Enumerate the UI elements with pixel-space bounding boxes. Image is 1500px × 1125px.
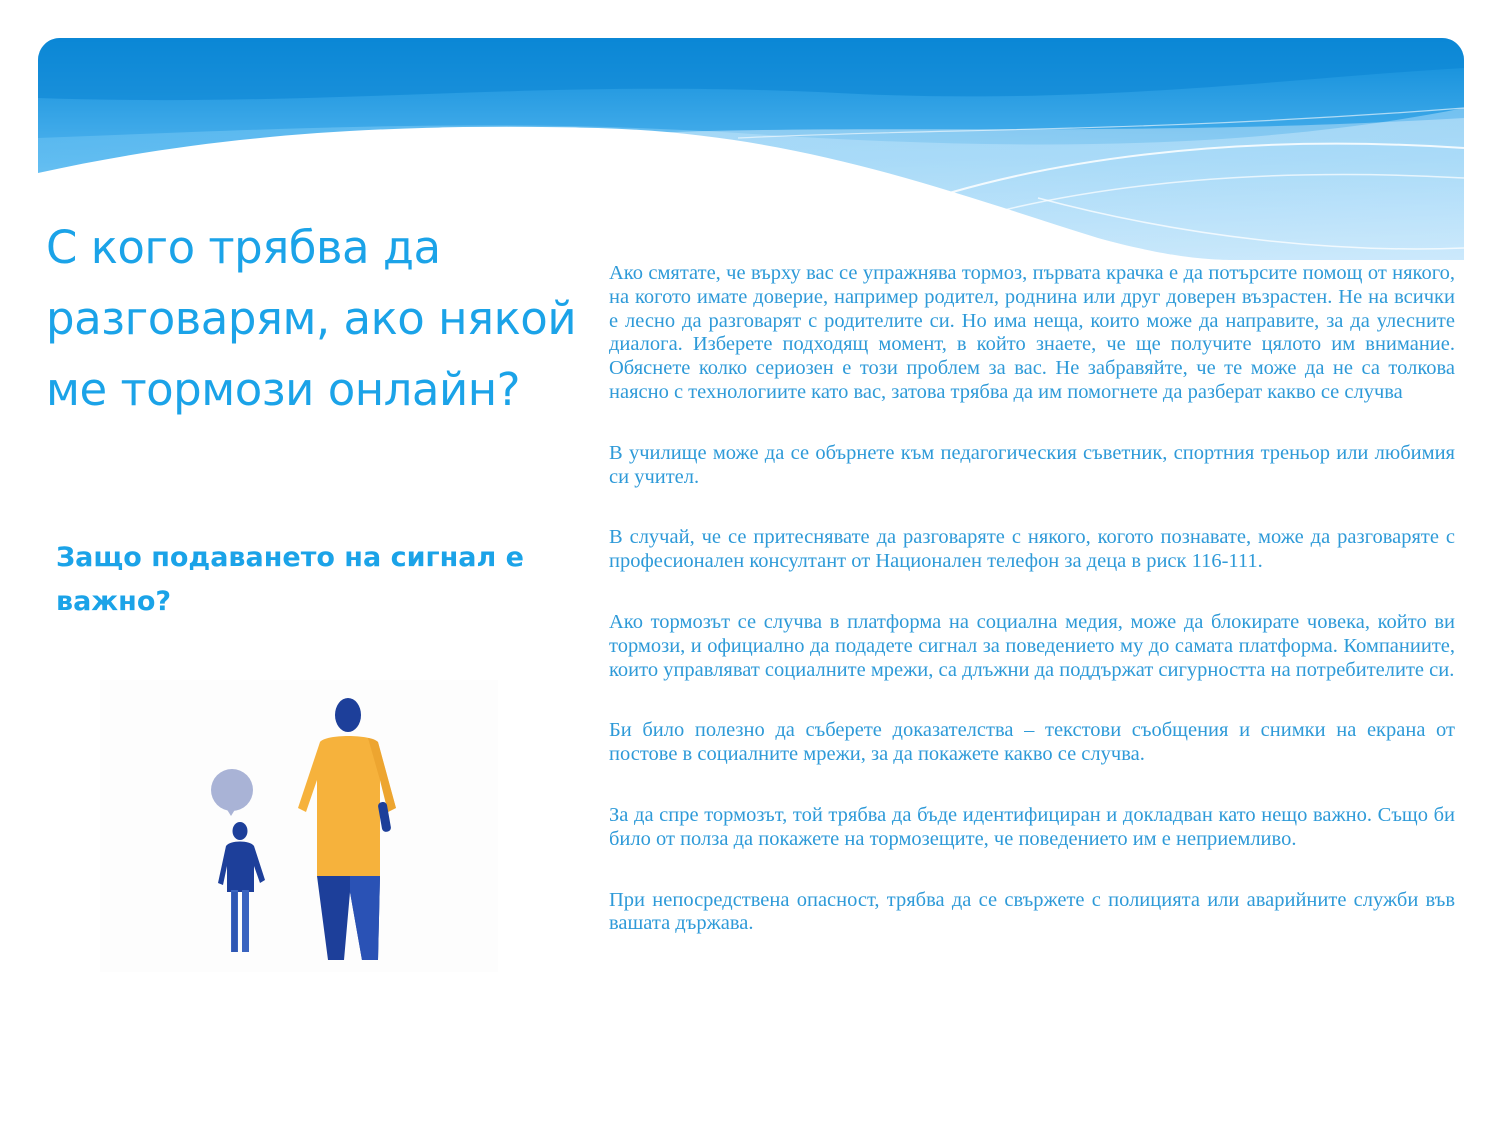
slide-subtitle: Защо подаването на сигнал е важно? [56, 542, 524, 617]
paragraph-talk-to-trusted-adult: Ако смятате, че върху вас се упражнява тормоз, първата крачка е да потърсите помощ от някого, на когото имате доверие, например родител, роднина или друг доверен възрастен. Не на всички е лесно да разговарят с родителите си. Но има неща, които може да направите, за да улесните диалога. Изберете подходящ момент, в който знаете, че ще получите цялото им внимание. Обяснете колко сериозен е този проблем за вас. Не забравяйте, че те може да не са толкова наясно с технологиите като вас, затова трябва да им помогнете да разберат какво се случва [609, 262, 1455, 403]
body-text-column [609, 262, 1455, 936]
adult-and-child-icon [100, 680, 498, 972]
paragraph-emergency-services: При непосредствена опасност, трябва да се свържете с полицията или аварийните служби във вашата държава. [609, 888, 1455, 935]
paragraph-block-and-report: Ако тормозът се случва в платформа на социална медия, може да блокирате човека, който ви тормози, и официално да подадете сигнал за поведението му до самата платформа. Компаниите, които управляват социалните мрежи, са длъжни да поддържат сигурността на потребителите си. [609, 610, 1455, 681]
paragraph-child-hotline: В случай, че се притеснявате да разговаряте с някого, когото познавате, може да разговаряте с професионален консултант от Национален телефон за деца в риск 116-111. [609, 526, 1455, 573]
slide-title: С кого трябва да разговарям, ако някой ме тормози онлайн? [46, 221, 577, 416]
adult-and-child-illustration [100, 680, 498, 972]
paragraph-school-counselor: В училище може да се обърнете към педагогическия съветник, спортния треньор или любимия си учител. [609, 441, 1455, 488]
paragraph-identify-bullying: За да спре тормозът, той трябва да бъде идентифициран и докладван като нещо важно. Също би било от полза да покажете на тормозещите, че поведението им е неприемливо. [609, 803, 1455, 850]
paragraph-collect-evidence: Би било полезно да съберете доказателства – текстови съобщения и снимки на екрана от постове в социалните мрежи, за да покажете какво се случва. [609, 719, 1455, 766]
